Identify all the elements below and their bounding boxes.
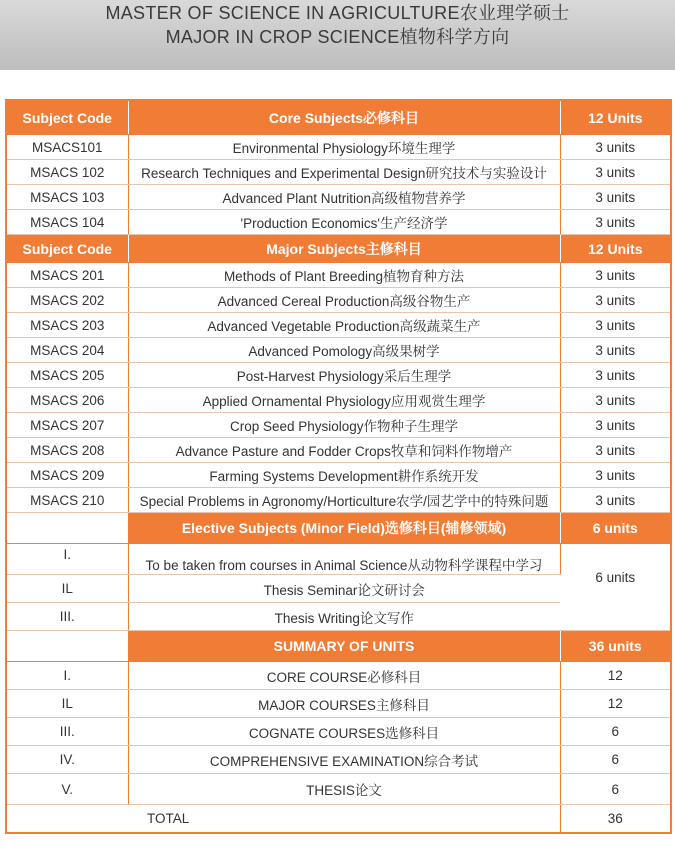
row-number: I. xyxy=(6,662,128,690)
subject-name: 'Production Economics'生产经济学 xyxy=(128,210,560,235)
row-number: V. xyxy=(6,774,128,805)
course-category: COGNATE COURSES选修科目 xyxy=(128,718,560,746)
subject-units: 3 units xyxy=(560,263,671,288)
course-category: MAJOR COURSES主修科目 xyxy=(128,690,560,718)
major-subjects-header: Major Subjects主修科目 xyxy=(128,235,560,263)
elective-subjects-header: Elective Subjects (Minor Field)选修科目(辅修领域) xyxy=(128,513,560,544)
summary-header: SUMMARY OF UNITS xyxy=(128,631,560,662)
subject-code: MSACS 102 xyxy=(6,160,128,185)
table-row xyxy=(6,746,671,774)
units-value: 12 xyxy=(560,690,671,718)
table-row xyxy=(6,718,671,746)
units-value: 6 xyxy=(560,774,671,805)
row-number: IL xyxy=(6,575,128,603)
core-header-row xyxy=(6,100,671,135)
row-number: III. xyxy=(6,718,128,746)
table-row xyxy=(6,438,671,463)
subject-units: 3 units xyxy=(560,338,671,363)
subject-code-header: Subject Code xyxy=(6,235,128,263)
subject-code: MSACS 207 xyxy=(6,413,128,438)
units-value: 6 xyxy=(560,718,671,746)
course-category: COMPREHENSIVE EXAMINATION综合考试 xyxy=(128,746,560,774)
total-label: TOTAL xyxy=(6,805,560,834)
table-row xyxy=(6,288,671,313)
table-row xyxy=(6,544,671,575)
subject-units: 3 units xyxy=(560,488,671,513)
row-number: IV. xyxy=(6,746,128,774)
subject-code: MSACS 203 xyxy=(6,313,128,338)
units-value: 12 xyxy=(560,662,671,690)
table-row xyxy=(6,774,671,805)
table-row xyxy=(6,388,671,413)
program-major: MAJOR IN CROP SCIENCE植物科学方向 xyxy=(165,27,510,47)
table-row xyxy=(6,210,671,235)
header-banner xyxy=(0,0,675,70)
subject-code: MSACS 202 xyxy=(6,288,128,313)
subject-name: Research Techniques and Experimental Design研究技术与实验设计 xyxy=(128,160,560,185)
subject-code: MSACS 209 xyxy=(6,463,128,488)
row-number: IL xyxy=(6,690,128,718)
subject-name: Environmental Physiology环境生理学 xyxy=(128,135,560,160)
subject-name: Advanced Vegetable Production高级蔬菜生产 xyxy=(128,313,560,338)
subject-name: Advanced Cereal Production高级谷物生产 xyxy=(128,288,560,313)
table-row xyxy=(6,313,671,338)
elective-units-header: 6 units xyxy=(560,513,671,544)
subject-code-header: Subject Code xyxy=(6,100,128,135)
subject-code: MSACS 208 xyxy=(6,438,128,463)
blank-cell xyxy=(6,631,128,662)
table-row xyxy=(6,135,671,160)
subject-units: 3 units xyxy=(560,135,671,160)
subject-name: Thesis Writing论文写作 xyxy=(128,603,560,631)
major-units-header: 12 Units xyxy=(560,235,671,263)
subject-code: MSACS 201 xyxy=(6,263,128,288)
subject-units: 3 units xyxy=(560,160,671,185)
subject-units: 3 units xyxy=(560,185,671,210)
subject-name: To be taken from courses in Animal Science从动物科学课程中学习 xyxy=(128,544,560,575)
subject-name: Methods of Plant Breeding植物育种方法 xyxy=(128,263,560,288)
subject-name: Applied Ornamental Physiology应用观赏生理学 xyxy=(128,388,560,413)
subject-units: 3 units xyxy=(560,438,671,463)
table-row xyxy=(6,185,671,210)
course-category: THESIS论文 xyxy=(128,774,560,805)
curriculum-table xyxy=(5,99,672,834)
subject-name: Crop Seed Physiology作物种子生理学 xyxy=(128,413,560,438)
table-row xyxy=(6,160,671,185)
table-row xyxy=(6,463,671,488)
row-number: I. xyxy=(6,544,128,575)
subject-name: Thesis Seminar论文研讨会 xyxy=(128,575,560,603)
subject-units: 3 units xyxy=(560,288,671,313)
table-row xyxy=(6,363,671,388)
subject-name: Advanced Plant Nutrition高级植物营养学 xyxy=(128,185,560,210)
table-row xyxy=(6,413,671,438)
major-header-row xyxy=(6,235,671,263)
summary-units-header: 36 units xyxy=(560,631,671,662)
subject-code: MSACS101 xyxy=(6,135,128,160)
subject-code: MSACS 103 xyxy=(6,185,128,210)
units-value: 6 xyxy=(560,746,671,774)
core-units-header: 12 Units xyxy=(560,100,671,135)
row-number: III. xyxy=(6,603,128,631)
subject-name: Farming Systems Development耕作系统开发 xyxy=(128,463,560,488)
table-row xyxy=(6,488,671,513)
table-row xyxy=(6,690,671,718)
subject-units: 3 units xyxy=(560,313,671,338)
subject-code: MSACS 204 xyxy=(6,338,128,363)
subject-code: MSACS 205 xyxy=(6,363,128,388)
elective-units-value: 6 units xyxy=(560,544,671,631)
subject-units: 3 units xyxy=(560,363,671,388)
subject-units: 3 units xyxy=(560,388,671,413)
subject-code: MSACS 104 xyxy=(6,210,128,235)
subject-units: 3 units xyxy=(560,413,671,438)
subject-name: Advanced Pomology高级果树学 xyxy=(128,338,560,363)
subject-code: MSACS 206 xyxy=(6,388,128,413)
subject-name: Special Problems in Agronomy/Horticulture农学/园艺学中的特殊问题 xyxy=(128,488,560,513)
table-row xyxy=(6,263,671,288)
total-row xyxy=(6,805,671,834)
subject-name: Post-Harvest Physiology采后生理学 xyxy=(128,363,560,388)
elective-header-row xyxy=(6,513,671,544)
subject-code: MSACS 210 xyxy=(6,488,128,513)
subject-units: 3 units xyxy=(560,463,671,488)
summary-header-row xyxy=(6,631,671,662)
blank-cell xyxy=(6,513,128,544)
core-subjects-header: Core Subjects必修科目 xyxy=(128,100,560,135)
table-row xyxy=(6,662,671,690)
course-category: CORE COURSE必修科目 xyxy=(128,662,560,690)
subject-name: Advance Pasture and Fodder Crops牧草和饲料作物增产 xyxy=(128,438,560,463)
total-value: 36 xyxy=(560,805,671,834)
table-row xyxy=(6,338,671,363)
program-title: MASTER OF SCIENCE IN AGRICULTURE农业理学硕士 xyxy=(105,3,570,23)
subject-units: 3 units xyxy=(560,210,671,235)
